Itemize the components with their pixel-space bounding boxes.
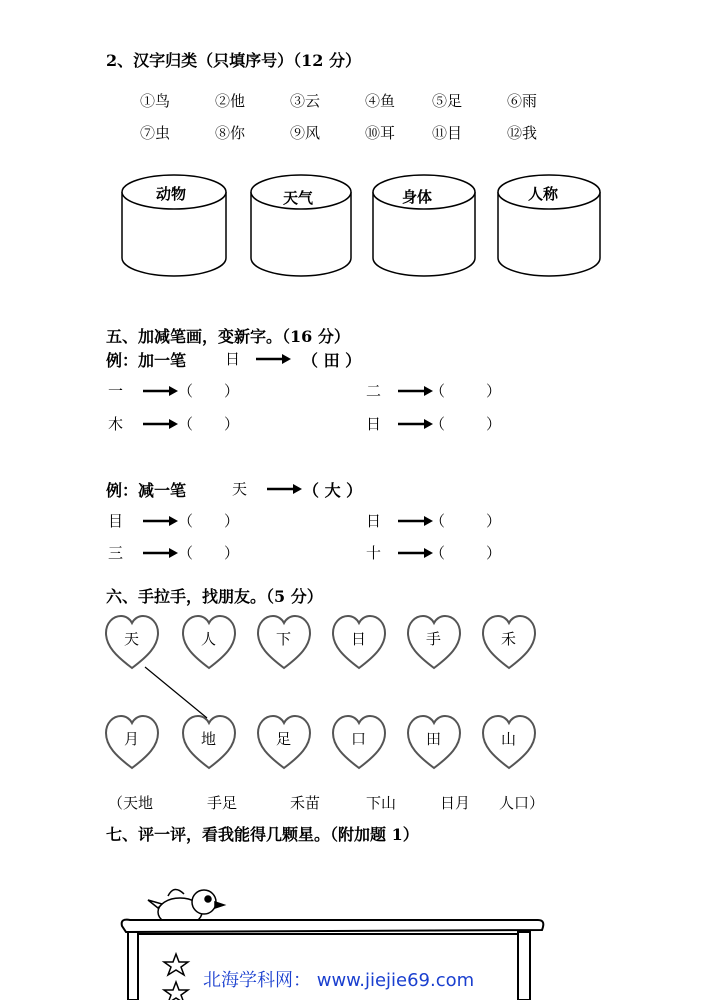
sub-item: 三 <box>108 544 124 562</box>
heart-char-bottom: 山 <box>501 730 517 748</box>
add-example-char: 日 <box>225 350 241 368</box>
star-icon <box>164 982 188 1000</box>
section6-title: 六、手拉手，找朋友。（5 分） <box>106 587 323 606</box>
heart-char-top: 人 <box>201 630 217 648</box>
heart-char-top: 天 <box>124 630 140 648</box>
blank-open: （ <box>430 415 446 433</box>
char-option: ⑨风 <box>290 124 321 142</box>
hearts-graphic <box>100 610 550 780</box>
sub-item: 目 <box>108 512 124 530</box>
sub-example-label: 例：减一笔 <box>106 481 187 500</box>
char-option: ⑩耳 <box>365 124 396 142</box>
sub-item: 日 <box>366 512 382 530</box>
arrow-icon <box>256 352 292 366</box>
add-example-label: 例：加一笔 <box>106 351 187 370</box>
char-option: ④鱼 <box>365 92 396 110</box>
sub-item: 十 <box>366 544 382 562</box>
arrow-icon <box>143 514 179 528</box>
arrow-icon <box>398 546 434 560</box>
category-label-animal: 动物 <box>156 185 187 203</box>
example-connector-line <box>145 667 207 718</box>
blank-close: ） <box>224 382 240 400</box>
arrow-icon <box>143 546 179 560</box>
arrow-icon <box>143 384 179 398</box>
add-item: 日 <box>366 415 382 433</box>
sub-example-answer: （ 大 ） <box>303 481 363 500</box>
arrow-icon <box>398 514 434 528</box>
char-option: ⑤足 <box>432 92 463 110</box>
arrow-icon <box>398 384 434 398</box>
heart-char-top: 手 <box>426 630 442 648</box>
arrow-icon <box>267 482 303 496</box>
char-option: ⑧你 <box>215 124 246 142</box>
blank-close: ） <box>486 415 502 433</box>
blank-open: （ <box>178 382 194 400</box>
blank-close: ） <box>224 544 240 562</box>
heart-char-bottom: 口 <box>351 730 367 748</box>
blank-open: （ <box>430 382 446 400</box>
category-label-weather: 天气 <box>283 189 314 207</box>
section5-title: 五、加减笔画，变新字。（16 分） <box>106 327 350 346</box>
blank-close: ） <box>224 415 240 433</box>
board-right-post <box>518 932 530 1000</box>
section7-title: 七、评一评，看我能得几颗星。（附加题 1） <box>106 825 419 844</box>
category-label-person: 人称 <box>528 185 559 203</box>
blank-close: ） <box>486 512 502 530</box>
char-option: ①鸟 <box>140 92 171 110</box>
heart-char-top: 禾 <box>501 630 517 648</box>
category-label-body: 身体 <box>402 188 433 206</box>
blank-open: （ <box>430 512 446 530</box>
arrow-icon <box>143 417 179 431</box>
char-option: ⑪目 <box>432 124 463 142</box>
answer-word: 日月 <box>440 794 471 812</box>
heart-char-bottom: 地 <box>201 730 217 748</box>
arrow-icon <box>398 417 434 431</box>
sub-example-char: 天 <box>232 480 248 498</box>
answer-word: 下山 <box>366 794 397 812</box>
star-icon <box>164 954 188 975</box>
answer-word: （天地 <box>108 794 154 812</box>
board-top-frame <box>122 920 544 932</box>
answer-word: 手足 <box>207 794 238 812</box>
char-option: ⑫我 <box>507 124 538 142</box>
blank-close: ） <box>486 382 502 400</box>
blank-close: ） <box>486 544 502 562</box>
char-option: ⑦虫 <box>140 124 171 142</box>
add-item: 二 <box>366 382 382 400</box>
blank-open: （ <box>178 512 194 530</box>
add-item: 一 <box>108 382 124 400</box>
heart-char-top: 日 <box>351 630 367 648</box>
heart-char-top: 下 <box>276 630 292 648</box>
site-watermark[interactable]: 北海学科网： www.jiejie69.com <box>203 970 475 991</box>
section2-title: 2、汉字归类（只填序号）（12 分） <box>106 51 361 70</box>
heart-char-bottom: 月 <box>124 730 140 748</box>
char-option: ⑥雨 <box>507 92 538 110</box>
char-option: ②他 <box>215 92 246 110</box>
answer-word: 禾苗 <box>290 794 321 812</box>
add-item: 木 <box>108 415 124 433</box>
blank-open: （ <box>430 544 446 562</box>
blank-open: （ <box>178 415 194 433</box>
heart-char-bottom: 足 <box>276 730 292 748</box>
blank-close: ） <box>224 512 240 530</box>
char-option: ③云 <box>290 92 321 110</box>
board-left-post <box>128 932 138 1000</box>
add-example-answer: （ 田 ） <box>302 351 362 370</box>
heart-char-bottom: 田 <box>426 730 442 748</box>
answer-word: 人口） <box>499 794 545 812</box>
blank-open: （ <box>178 544 194 562</box>
